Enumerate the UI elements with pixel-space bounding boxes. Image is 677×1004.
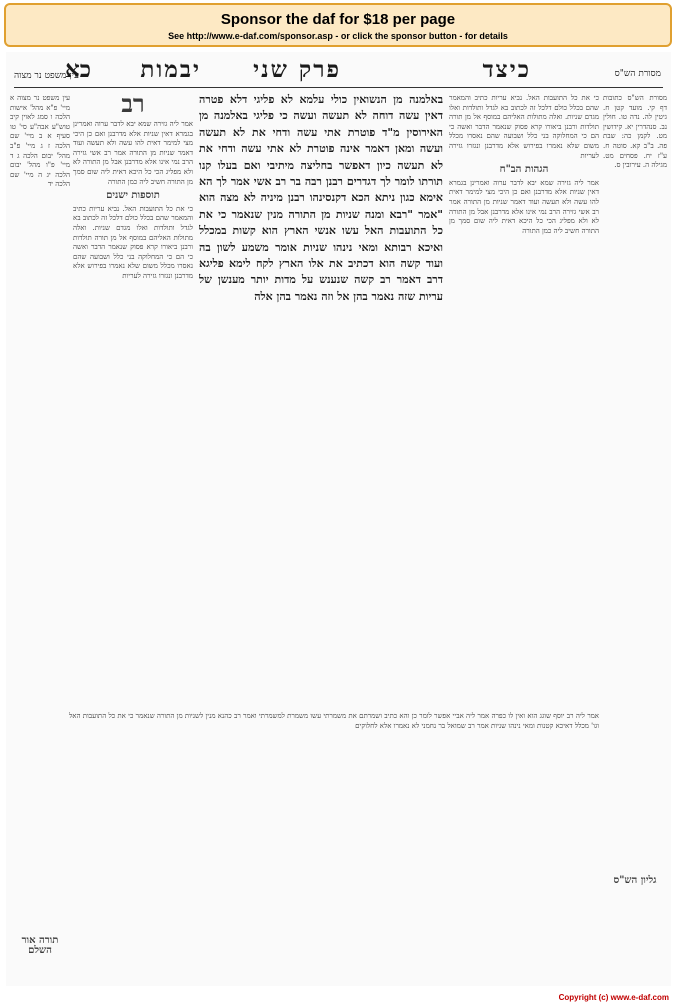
lower-text: אמר ליה רב יוסף שוגג הוא ואין לו כפרה אמר ליה אביי אפשר לומר כן והא כתיב ושמרתם את משמרתי עשו משמרת למשמרתי ואמר רב כהנא מנין לשניות מן התורה שנאמר כי את כל התועבות האל וגו' מכלל דאיכא קטנות ומאי נינהו שניות אמר רב שמואל בר נחמני לא נאמרו אלא לחלוקים: [69, 712, 599, 730]
margin-right-column: [603, 94, 667, 654]
rashi-column: [449, 94, 599, 734]
hagahot-heading: הגהות הב"ח: [499, 164, 549, 176]
header-chapter: פרק שני: [253, 56, 341, 83]
gilyon-heading: גליון הש"ס: [613, 875, 657, 886]
tosafot-yeshanim-heading: תוספות ישנים: [106, 190, 160, 202]
tosafot-text: אמר ליה גזירה שמא יבא לדבר ערוה ואמרינן בגמרא דאין שניות אלא מדרבנן ואם כן היכי מצי למימר דאית להו עשה ולא תעשה ועוד דאמר שניות מן התורה אמר רב אשי גזירה הרב נמי אינו אלא מדרבנן אבל מן התורה לא ולא מפליג הכי כל היכא דאית ליה שום סמך מן התורה חשיב ליה כמן התורה: [73, 120, 193, 186]
torah-or-heading: תורה אור השלם: [21, 935, 59, 956]
sponsor-subtitle[interactable]: See http://www.e-daf.com/sponsor.asp - or click the sponsor button - for details: [168, 31, 508, 41]
ein-mishpat-text: עין משפט נר מצוה א מיי' פ"א מהל' אישות הלכה ו סמג לאוין קיב טוש"ע אבה"ע סי' טו סעיף א ב מיי' שם הלכה ז ג מיי' פ"ב מהל' יבום הלכה ג ד מיי' פ"ו מהל' יבום הלכה יג ה מיי' שם הלכה יד: [10, 94, 70, 189]
rashi-text: כי את כל התועבות האל. נביא עריות כתיב והמאמר שהם בכלל כולם דלכל זה לכתוב בא לגדל ותולדות ואלו מגדם שניות. ואלה מתולות האליהם במוסף אל מן תורה תולדות ורבנן ביאורו קרא פסוק שנאמר הדבר ואשה כי הם כי המחלוקה בני כלל ושבועה שהם נאסרו מכלל משום שלא נאמרו בפירוש אלא מדרבנן ונגזרו גזירה לעריות: [449, 94, 599, 160]
gemara-column: [199, 92, 443, 702]
talmud-page: [6, 52, 671, 986]
header-tractate: יבמות: [140, 56, 201, 83]
header-daf: כא: [64, 56, 91, 83]
tosafot-column: [73, 92, 193, 652]
lower-commentary: [69, 712, 599, 942]
header-left-label: עין משפט נר מצוה: [14, 71, 80, 81]
torah-or-column: [10, 932, 70, 982]
rashi-text-repeat: אמר ליה גזירה שמא יבא לדבר ערוה ואמרינן בגמרא דאין שניות אלא מדרבנן ואם כן היכי מצי למימר דאית להו עשה ולא תעשה ועוד דאמר שניות מן התורה אמר רב אשי גזירה הרב נמי אינו אלא מדרבנן אבל מן התורה לא ולא מפליג הכי כל היכא דאית ליה שום סמך מן התורה חשיב ליה כמן התורה: [449, 178, 599, 235]
header-rule: [14, 87, 663, 88]
gemara-text: באלמנה מן הנשואין כולי עלמא לא פליגי דלא פטרה דאין עשה דוחה לא תעשה ועשה כי פליגי באלמנה מן האירוסין מ"ד פוטרת אתי עשה ודחי את לא תעשה ועשה ומאן דאמר אינה פוטרת לא אתי עשה ודחי את לא תעשה כיון דאפשר בחליצה מיתיבי ואם בעלו קנו תורתו לומר לך דגדרים רבנן רבה בר רב אשי אמר לך הא אימא כגון ניתא הכא דקנסינהו רבנן מיניה לא מצה הוא "אמר "רבא ומנה שניות מן התורה מנין שנאמר כי את כל התועבות האל עשו אנשי הארץ הוא קשות במכלל ואיכא רבותא ומאי נינהו שניות אומר משמע לשון בה ועוד קשה הוא דכתיב את אלו הארץ לקח לימא פליגא דרב דאמר רב קשה שנענש על מדות יותר מענשן של עריות שזה נאמר בהן אל וזה נאמר בהן אלה: [199, 93, 443, 303]
tosafot-yeshanim-text: כי את כל התועבות האל. נביא עריות כתיב והמאמר שהם בכלל כולם דלכל זה לכתוב בא לגדל ותולדות ואלו מגדם שניות. ואלה מתולות האליהם במוסף אל מן תורה תולדות ורבנן ביאורו קרא פסוק שנאמר הדבר ואשה כי הם כי המחלוקה בני כלל ושבועה שהם נאסרו מכלל משום שלא נאמרו בפירוש אלא מדרבנן ונגזרו גזירה לעריות: [73, 204, 193, 280]
sponsor-title[interactable]: Sponsor the daf for $18 per page: [220, 11, 456, 28]
sponsor-banner[interactable]: [4, 3, 672, 47]
margin-left-column: [10, 94, 70, 654]
rav-word: רב: [121, 92, 145, 118]
header-title: כיצד: [482, 56, 531, 83]
copyright-footer[interactable]: Copyright (c) www.e-daf.com: [558, 993, 669, 1002]
header-right-label: מסורת הש"ס: [614, 69, 661, 79]
gilyon-column: [603, 872, 667, 972]
page-header: [6, 56, 671, 86]
masoret-text: מסורת הש"ס כתובות דף קי. מועד קטן ח. גיטין לה. נדה טו. חולין נב. סנהדרין יא. קידושין מט. לקמן כה: שבת פה. ב"ב קא. סוטה ח. ע"ז יח. פסחים מט. מגילה ה. עירובין ס.: [603, 94, 667, 170]
